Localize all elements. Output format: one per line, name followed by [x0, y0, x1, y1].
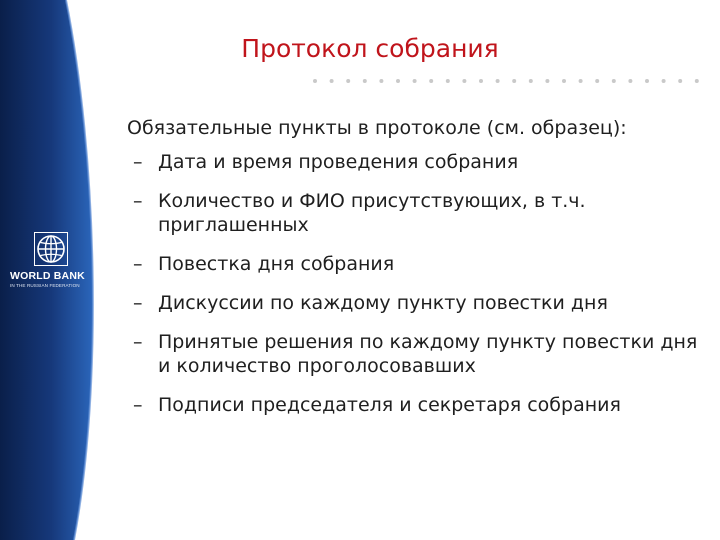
- divider-dot: [612, 79, 616, 83]
- list-item: [127, 393, 707, 417]
- divider-dot: [379, 79, 383, 83]
- list-item-text: Дата и время проведения собрания: [158, 151, 519, 173]
- divider-dot: [562, 79, 566, 83]
- logo-tagline: IN THE RUSSIAN FEDERATION: [10, 283, 80, 288]
- list-item-text: Принятые решения по каждому пункту повестки дня и количество проголосовавших: [158, 331, 698, 377]
- divider-dot: [595, 79, 599, 83]
- bullet-dash: –: [133, 292, 143, 314]
- list-item: [127, 189, 707, 237]
- list-item: [127, 252, 707, 276]
- divider-dot: [429, 79, 433, 83]
- bullet-dash: –: [133, 394, 143, 416]
- bullet-dash: –: [133, 151, 143, 173]
- list-item-text: Повестка дня собрания: [158, 253, 395, 275]
- list-item-text: Дискуссии по каждому пункту повестки дня: [158, 292, 608, 314]
- list-item-text: Количество и ФИО присутствующих, в т.ч. приглашенных: [158, 190, 586, 236]
- divider-dot: [645, 79, 649, 83]
- divider-dot: [446, 79, 450, 83]
- divider-dot: [479, 79, 483, 83]
- divider-dot: [313, 79, 317, 83]
- sidebar-panel: [0, 0, 110, 540]
- globe-icon: [34, 232, 68, 266]
- divider-dot: [545, 79, 549, 83]
- list-item-text: Подписи председателя и секретаря собрания: [158, 394, 621, 416]
- list-item: [127, 150, 707, 174]
- world-bank-logo: [10, 232, 100, 290]
- divider-dot: [512, 79, 516, 83]
- divider-dot: [413, 79, 417, 83]
- slide-title: Протокол собрания: [241, 34, 499, 63]
- divider-dot: [695, 79, 699, 83]
- divider-dot: [662, 79, 666, 83]
- divider-dot: [496, 79, 500, 83]
- list-item: [127, 330, 707, 378]
- intro-text: Обязательные пункты в протоколе (см. образец):: [127, 117, 627, 139]
- bullet-list: [127, 150, 707, 417]
- title-dotted-divider: [312, 78, 712, 84]
- divider-dot: [579, 79, 583, 83]
- divider-dot: [529, 79, 533, 83]
- list-item: [127, 291, 707, 315]
- divider-dot: [330, 79, 334, 83]
- bullet-dash: –: [133, 190, 143, 212]
- divider-dot: [462, 79, 466, 83]
- divider-dot: [628, 79, 632, 83]
- divider-dot: [678, 79, 682, 83]
- divider-dot: [363, 79, 367, 83]
- divider-dot: [396, 79, 400, 83]
- bullet-dash: –: [133, 331, 143, 353]
- bullet-dash: –: [133, 253, 143, 275]
- logo-name: WORLD BANK: [10, 270, 85, 282]
- divider-dot: [346, 79, 350, 83]
- slide-content: [127, 116, 707, 432]
